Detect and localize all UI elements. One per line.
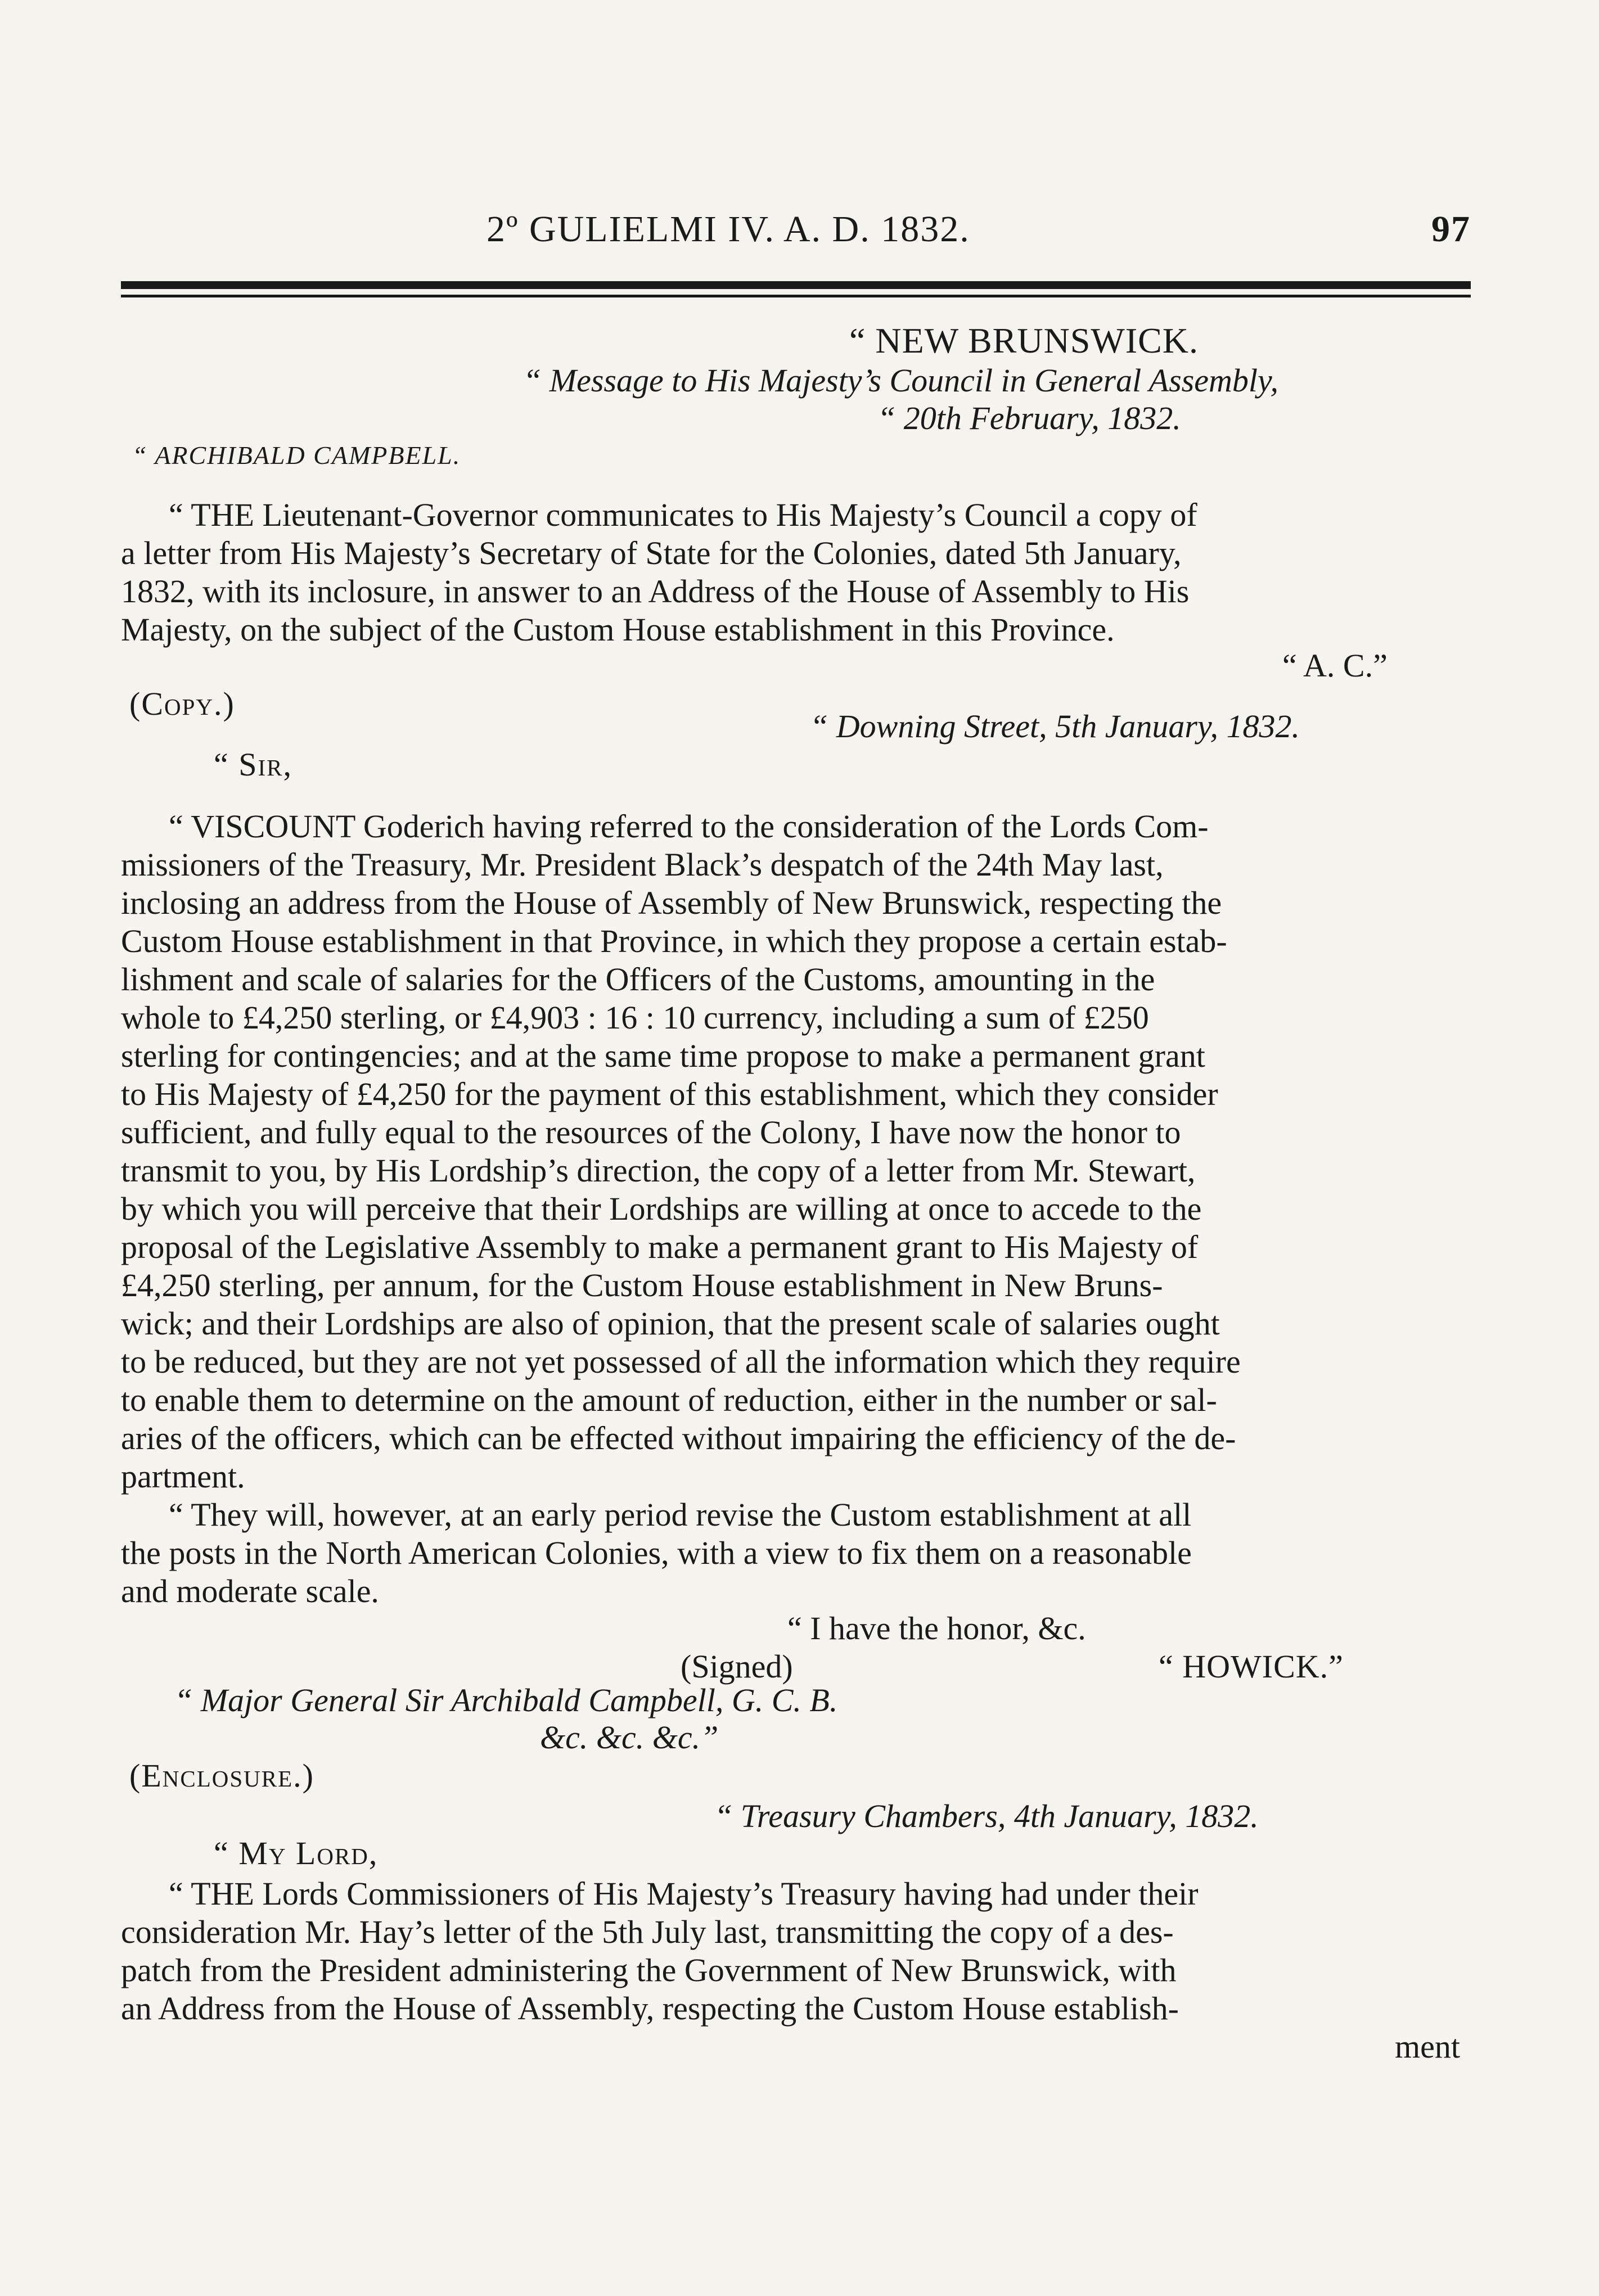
copy-salutation: “ Sir,	[214, 746, 292, 783]
copy-body-line: transmit to you, by His Lordship’s direction, the copy of a letter from Mr. Stewart,	[121, 1152, 1196, 1189]
message-body-line: a letter from His Majesty’s Secretary of State for the Colonies, dated 5th January,	[121, 535, 1182, 571]
header-rule-thick	[121, 281, 1471, 289]
copy-body-line: to be reduced, but they are not yet possessed of all the information which they require	[121, 1343, 1241, 1380]
message-province: “ NEW BRUNSWICK.	[849, 321, 1199, 360]
enclosure-body-line: an Address from the House of Assembly, respecting the Custom House establish-	[121, 1990, 1179, 2027]
copy-body-line: whole to £4,250 sterling, or £4,903 : 16 : 10 currency, including a sum of £250	[121, 999, 1149, 1036]
page-number: 97	[1431, 209, 1471, 250]
message-subtitle: “ Message to His Majesty’s Council in General Assembly,	[523, 362, 1279, 399]
copy-body-line: by which you will perceive that their Lordships are willing at once to accede to the	[121, 1190, 1202, 1227]
enclosure-dateline: “ Treasury Chambers, 4th January, 1832.	[714, 1798, 1259, 1834]
catchword: ment	[1395, 2028, 1460, 2065]
header-rule-thin	[121, 295, 1471, 297]
enclosure-salutation: “ My Lord,	[214, 1835, 379, 1871]
copy-signer: “ HOWICK.”	[1159, 1648, 1344, 1685]
copy-addressee-etc: &c. &c. &c.”	[540, 1719, 719, 1756]
copy-body-line: to His Majesty of £4,250 for the payment of this establishment, which they consider	[121, 1076, 1218, 1112]
running-title: 2º GULIELMI IV. A. D. 1832.	[487, 209, 970, 250]
copy-body-line: partment.	[121, 1458, 245, 1495]
message-signatory: “ ARCHIBALD CAMPBELL.	[132, 441, 461, 470]
copy-body-line: wick; and their Lordships are also of opinion, that the present scale of salaries ought	[121, 1305, 1220, 1342]
message-body-line: “ THE Lieutenant-Governor communicates to His Majesty’s Council a copy of	[169, 497, 1197, 533]
running-head	[121, 197, 1471, 259]
copy-body-line: and moderate scale.	[121, 1573, 379, 1609]
copy-body-line: inclosing an address from the House of Assembly of New Brunswick, respecting the	[121, 885, 1222, 921]
copy-addressee: “ Major General Sir Archibald Campbell, G. C. B.	[174, 1682, 838, 1718]
copy-body-line: to enable them to determine on the amount of reduction, either in the number or sal-	[121, 1382, 1217, 1418]
copy-body-line: proposal of the Legislative Assembly to make a permanent grant to His Majesty of	[121, 1229, 1199, 1265]
copy-body-line: £4,250 sterling, per annum, for the Custom House establishment in New Bruns-	[121, 1267, 1163, 1303]
message-date: “ 20th February, 1832.	[877, 400, 1181, 436]
enclosure-body-line: “ THE Lords Commissioners of His Majesty’s Treasury having had under their	[169, 1875, 1199, 1912]
copy-body-line: sufficient, and fully equal to the resources of the Colony, I have now the honor to	[121, 1114, 1181, 1151]
message-body-line: 1832, with its inclosure, in answer to an Address of the House of Assembly to His	[121, 573, 1190, 610]
message-initials: “ A. C.”	[1282, 647, 1388, 684]
copy-closing: “ I have the honor, &c.	[787, 1610, 1086, 1647]
copy-body-line: sterling for contingencies; and at the same time propose to make a permanent grant	[121, 1038, 1205, 1074]
copy-signed-label: (Signed)	[681, 1648, 793, 1685]
copy-dateline: “ Downing Street, 5th January, 1832.	[810, 708, 1300, 745]
copy-body-line: “ They will, however, at an early period revise the Custom establishment at all	[169, 1496, 1192, 1533]
copy-body-line: missioners of the Treasury, Mr. President Black’s despatch of the 24th May last,	[121, 846, 1164, 883]
copy-body-line: Custom House establishment in that Province, in which they propose a certain estab-	[121, 923, 1227, 959]
enclosure-label: (Enclosure.)	[129, 1757, 314, 1794]
copy-body-line: aries of the officers, which can be effected without impairing the efficiency of the de-	[121, 1420, 1236, 1456]
copy-body-line: “ VISCOUNT Goderich having referred to the consideration of the Lords Com-	[169, 808, 1209, 845]
enclosure-body-line: consideration Mr. Hay’s letter of the 5th July last, transmitting the copy of a des-	[121, 1914, 1174, 1950]
message-body-line: Majesty, on the subject of the Custom House establishment in this Province.	[121, 611, 1115, 648]
copy-label: (Copy.)	[129, 685, 235, 722]
enclosure-body-line: patch from the President administering the Government of New Brunswick, with	[121, 1952, 1177, 1988]
copy-body-line: the posts in the North American Colonies, with a view to fix them on a reasonable	[121, 1535, 1192, 1571]
copy-body-line: lishment and scale of salaries for the Officers of the Customs, amounting in the	[121, 961, 1155, 998]
